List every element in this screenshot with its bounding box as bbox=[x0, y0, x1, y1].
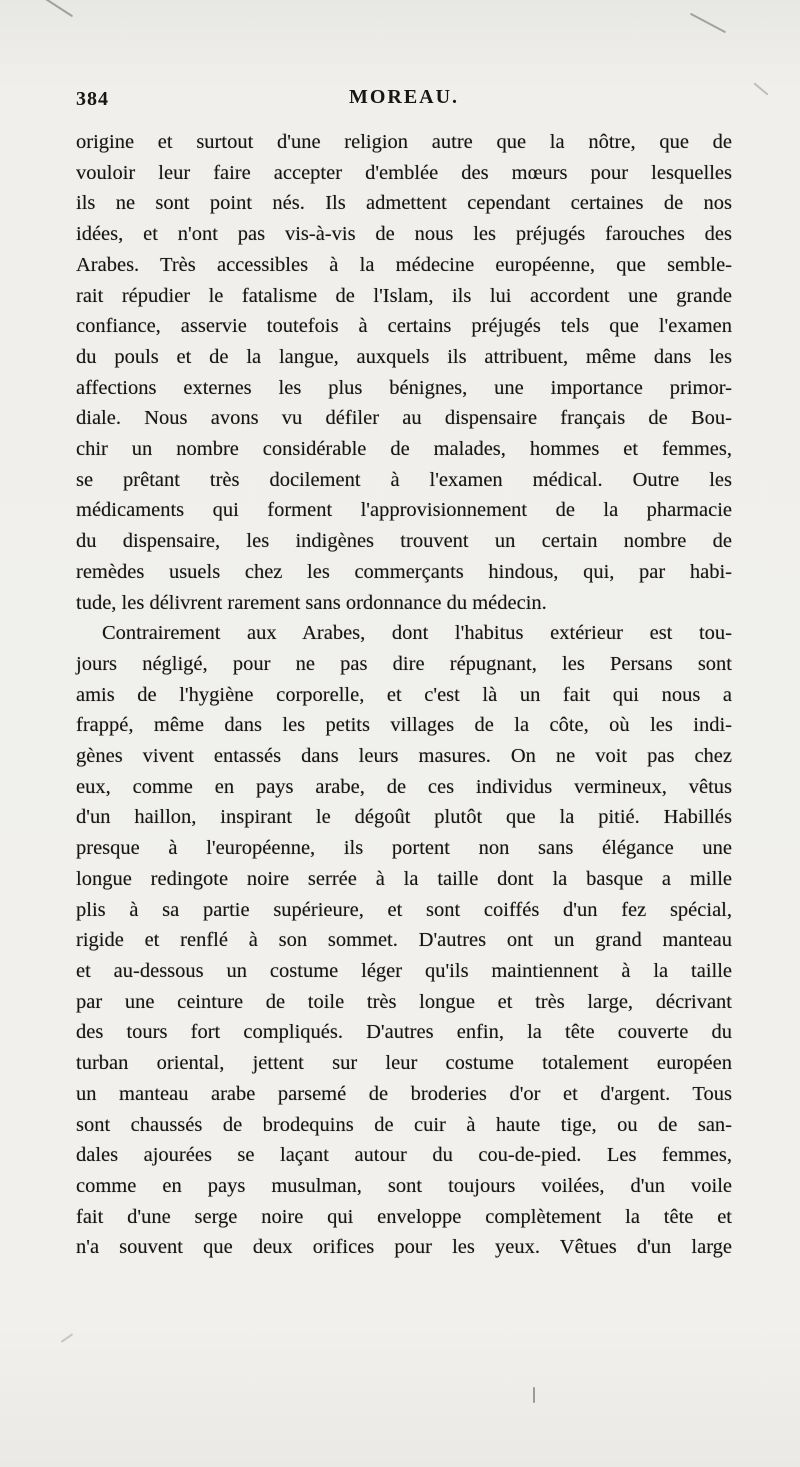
page-header bbox=[76, 86, 732, 114]
scan-artifact bbox=[533, 1387, 535, 1403]
text-line: remèdes usuels chez les commerçants hindous, qui, par habi- bbox=[76, 560, 732, 583]
text-line: diale. Nous avons vu défiler au dispensaire français de Bou- bbox=[76, 407, 732, 430]
paragraph-2 bbox=[76, 618, 732, 1263]
text-line: chir un nombre considérable de malades, hommes et femmes, bbox=[76, 438, 732, 461]
scan-artifact bbox=[61, 1333, 74, 1343]
text-line: dales ajourées se laçant autour du cou-de-pied. Les femmes, bbox=[76, 1144, 732, 1167]
text-line: du dispensaire, les indigènes trouvent un certain nombre de bbox=[76, 530, 732, 553]
page-number: 384 bbox=[76, 88, 109, 110]
text-line: origine et surtout d'une religion autre que la nôtre, que de bbox=[76, 131, 732, 153]
text-line: comme en pays musulman, sont toujours voilées, d'un voile bbox=[76, 1174, 732, 1197]
text-line: plis à sa partie supérieure, et sont coiffés d'un fez spécial, bbox=[76, 898, 732, 921]
scan-artifact bbox=[690, 13, 726, 34]
text-line: des tours fort compliqués. D'autres enfin, la tête couverte du bbox=[76, 1021, 732, 1044]
text-line: n'a souvent que deux orifices pour les yeux. Vêtues d'un large bbox=[76, 1236, 732, 1259]
text-line: du pouls et de la langue, auxquels ils attribuent, même dans les bbox=[76, 345, 732, 368]
paragraph-1 bbox=[76, 127, 732, 618]
text-line: gènes vivent entassés dans leurs masures. On ne voit pas chez bbox=[76, 745, 732, 768]
text-line: affections externes les plus bénignes, une importance primor- bbox=[76, 376, 732, 399]
text-line: longue redingote noire serrée à la taille dont la basque a mille bbox=[76, 867, 732, 890]
text-line: se prêtant très docilement à l'examen médical. Outre les bbox=[76, 468, 732, 491]
text-line: amis de l'hygiène corporelle, et c'est là un fait qui nous a bbox=[76, 683, 732, 706]
text-line: fait d'une serge noire qui enveloppe complètement la tête et bbox=[76, 1205, 732, 1228]
text-line: et au-dessous un costume léger qu'ils maintiennent à la taille bbox=[76, 959, 732, 982]
text-line: médicaments qui forment l'approvisionnement de la pharmacie bbox=[76, 499, 732, 522]
text-line: ils ne sont point nés. Ils admettent cependant certaines de nos bbox=[76, 192, 732, 215]
text-line: d'un haillon, inspirant le dégoût plutôt que la pitié. Habillés bbox=[76, 806, 732, 829]
text-line: eux, comme en pays arabe, de ces individus vermineux, vêtus bbox=[76, 775, 732, 798]
running-head: MOREAU. bbox=[348, 86, 460, 108]
text-line: idées, et n'ont pas vis-à-vis de nous les préjugés farouches des bbox=[76, 223, 732, 246]
text-line: par une ceinture de toile très longue et très large, décrivant bbox=[76, 990, 732, 1013]
text-line: rait répudier le fatalisme de l'Islam, ils lui accordent une grande bbox=[76, 284, 732, 307]
scan-artifact bbox=[37, 0, 73, 17]
text-line: confiance, asservie toutefois à certains préjugés tels que l'examen bbox=[76, 315, 732, 338]
text-line: turban oriental, jettent sur leur costume totalement européen bbox=[76, 1052, 732, 1075]
text-line: sont chaussés de brodequins de cuir à haute tige, ou de san- bbox=[76, 1113, 732, 1136]
text-line: un manteau arabe parsemé de broderies d'or et d'argent. Tous bbox=[76, 1082, 732, 1105]
text-block bbox=[76, 127, 732, 1263]
text-line: rigide et renflé à son sommet. D'autres ont un grand manteau bbox=[76, 929, 732, 952]
text-line: vouloir leur faire accepter d'emblée des mœurs pour lesquelles bbox=[76, 161, 732, 184]
text-line: Contrairement aux Arabes, dont l'habitus extérieur est tou- bbox=[102, 622, 732, 645]
text-line: frappé, même dans les petits villages de la côte, où les indi- bbox=[76, 714, 732, 737]
text-line: jours négligé, pour ne pas dire répugnant, les Persans sont bbox=[76, 652, 732, 675]
text-line: tude, les délivrent rarement sans ordonnance du médecin. bbox=[76, 591, 547, 614]
text-line: Arabes. Très accessibles à la médecine européenne, que semble- bbox=[76, 253, 732, 276]
scan-artifact bbox=[753, 82, 768, 95]
text-line: presque à l'européenne, ils portent non sans élégance une bbox=[76, 837, 732, 860]
